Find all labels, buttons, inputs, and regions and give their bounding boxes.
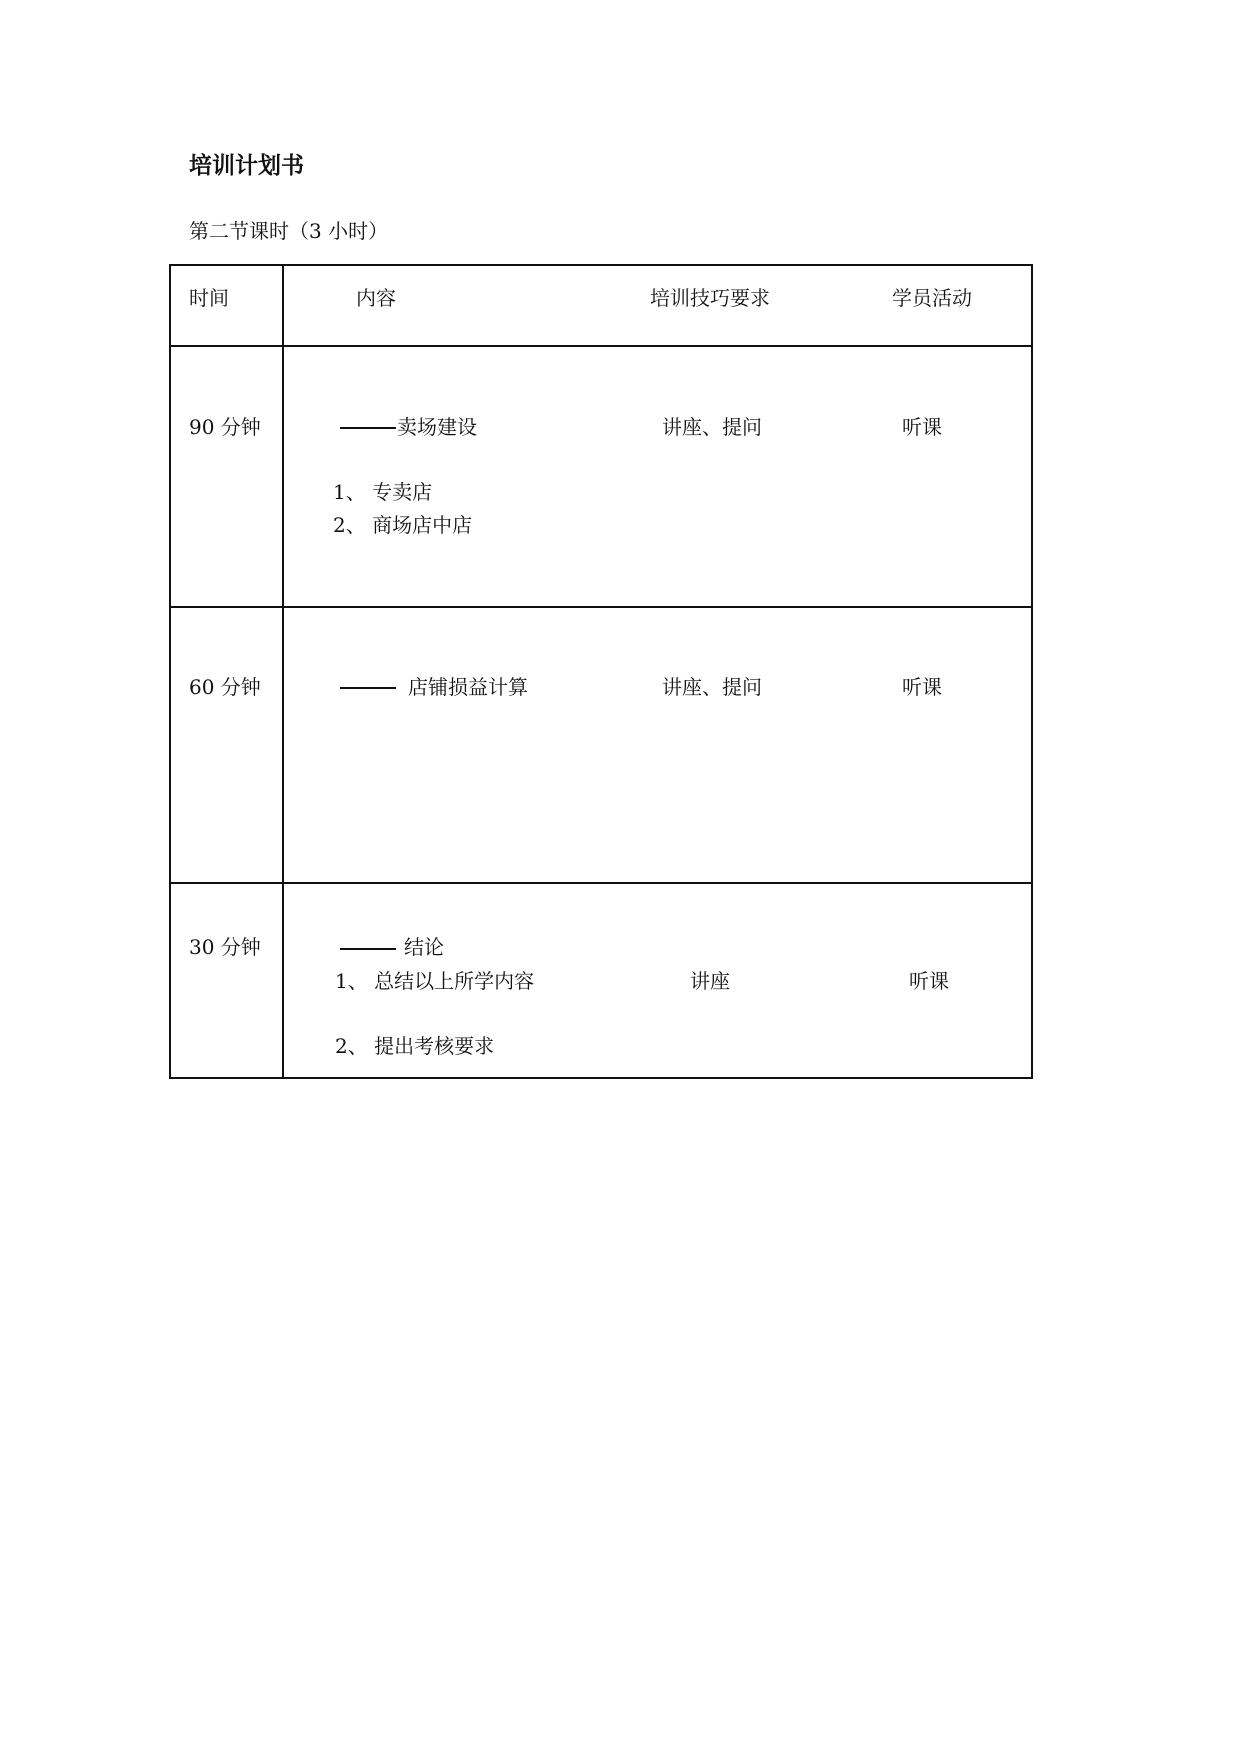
dash-line <box>340 948 396 950</box>
header-activity: 学员活动 <box>892 286 972 310</box>
training-plan-table <box>169 264 1033 1079</box>
dash-line <box>340 427 396 429</box>
document-title: 培训计划书 <box>189 152 304 179</box>
row-technique: 讲座、提问 <box>662 415 762 439</box>
row-divider <box>171 606 1031 608</box>
row-divider <box>171 882 1031 884</box>
session-subtitle: 第二节课时（3 小时） <box>189 219 389 243</box>
row-activity: 听课 <box>909 969 949 993</box>
content-item: 1、 专卖店 <box>333 480 433 504</box>
content-item: 2、 商场店中店 <box>333 513 473 537</box>
row-activity: 听课 <box>902 675 942 699</box>
header-content: 内容 <box>356 286 396 310</box>
header-technique: 培训技巧要求 <box>650 286 770 310</box>
row-technique: 讲座、提问 <box>662 675 762 699</box>
row-topic: 店铺损益计算 <box>408 675 528 699</box>
content-item: 2、 提出考核要求 <box>335 1034 495 1058</box>
row-topic: 卖场建设 <box>397 415 477 439</box>
row-topic: 结论 <box>404 935 444 959</box>
dash-line <box>340 687 396 689</box>
header-time: 时间 <box>189 286 229 310</box>
row-technique: 讲座 <box>690 969 730 993</box>
row-time: 90 分钟 <box>189 415 261 439</box>
column-divider <box>282 266 284 1077</box>
content-item: 1、 总结以上所学内容 <box>335 969 535 993</box>
row-time: 30 分钟 <box>189 935 261 959</box>
row-time: 60 分钟 <box>189 675 261 699</box>
row-divider <box>171 345 1031 347</box>
row-activity: 听课 <box>902 415 942 439</box>
